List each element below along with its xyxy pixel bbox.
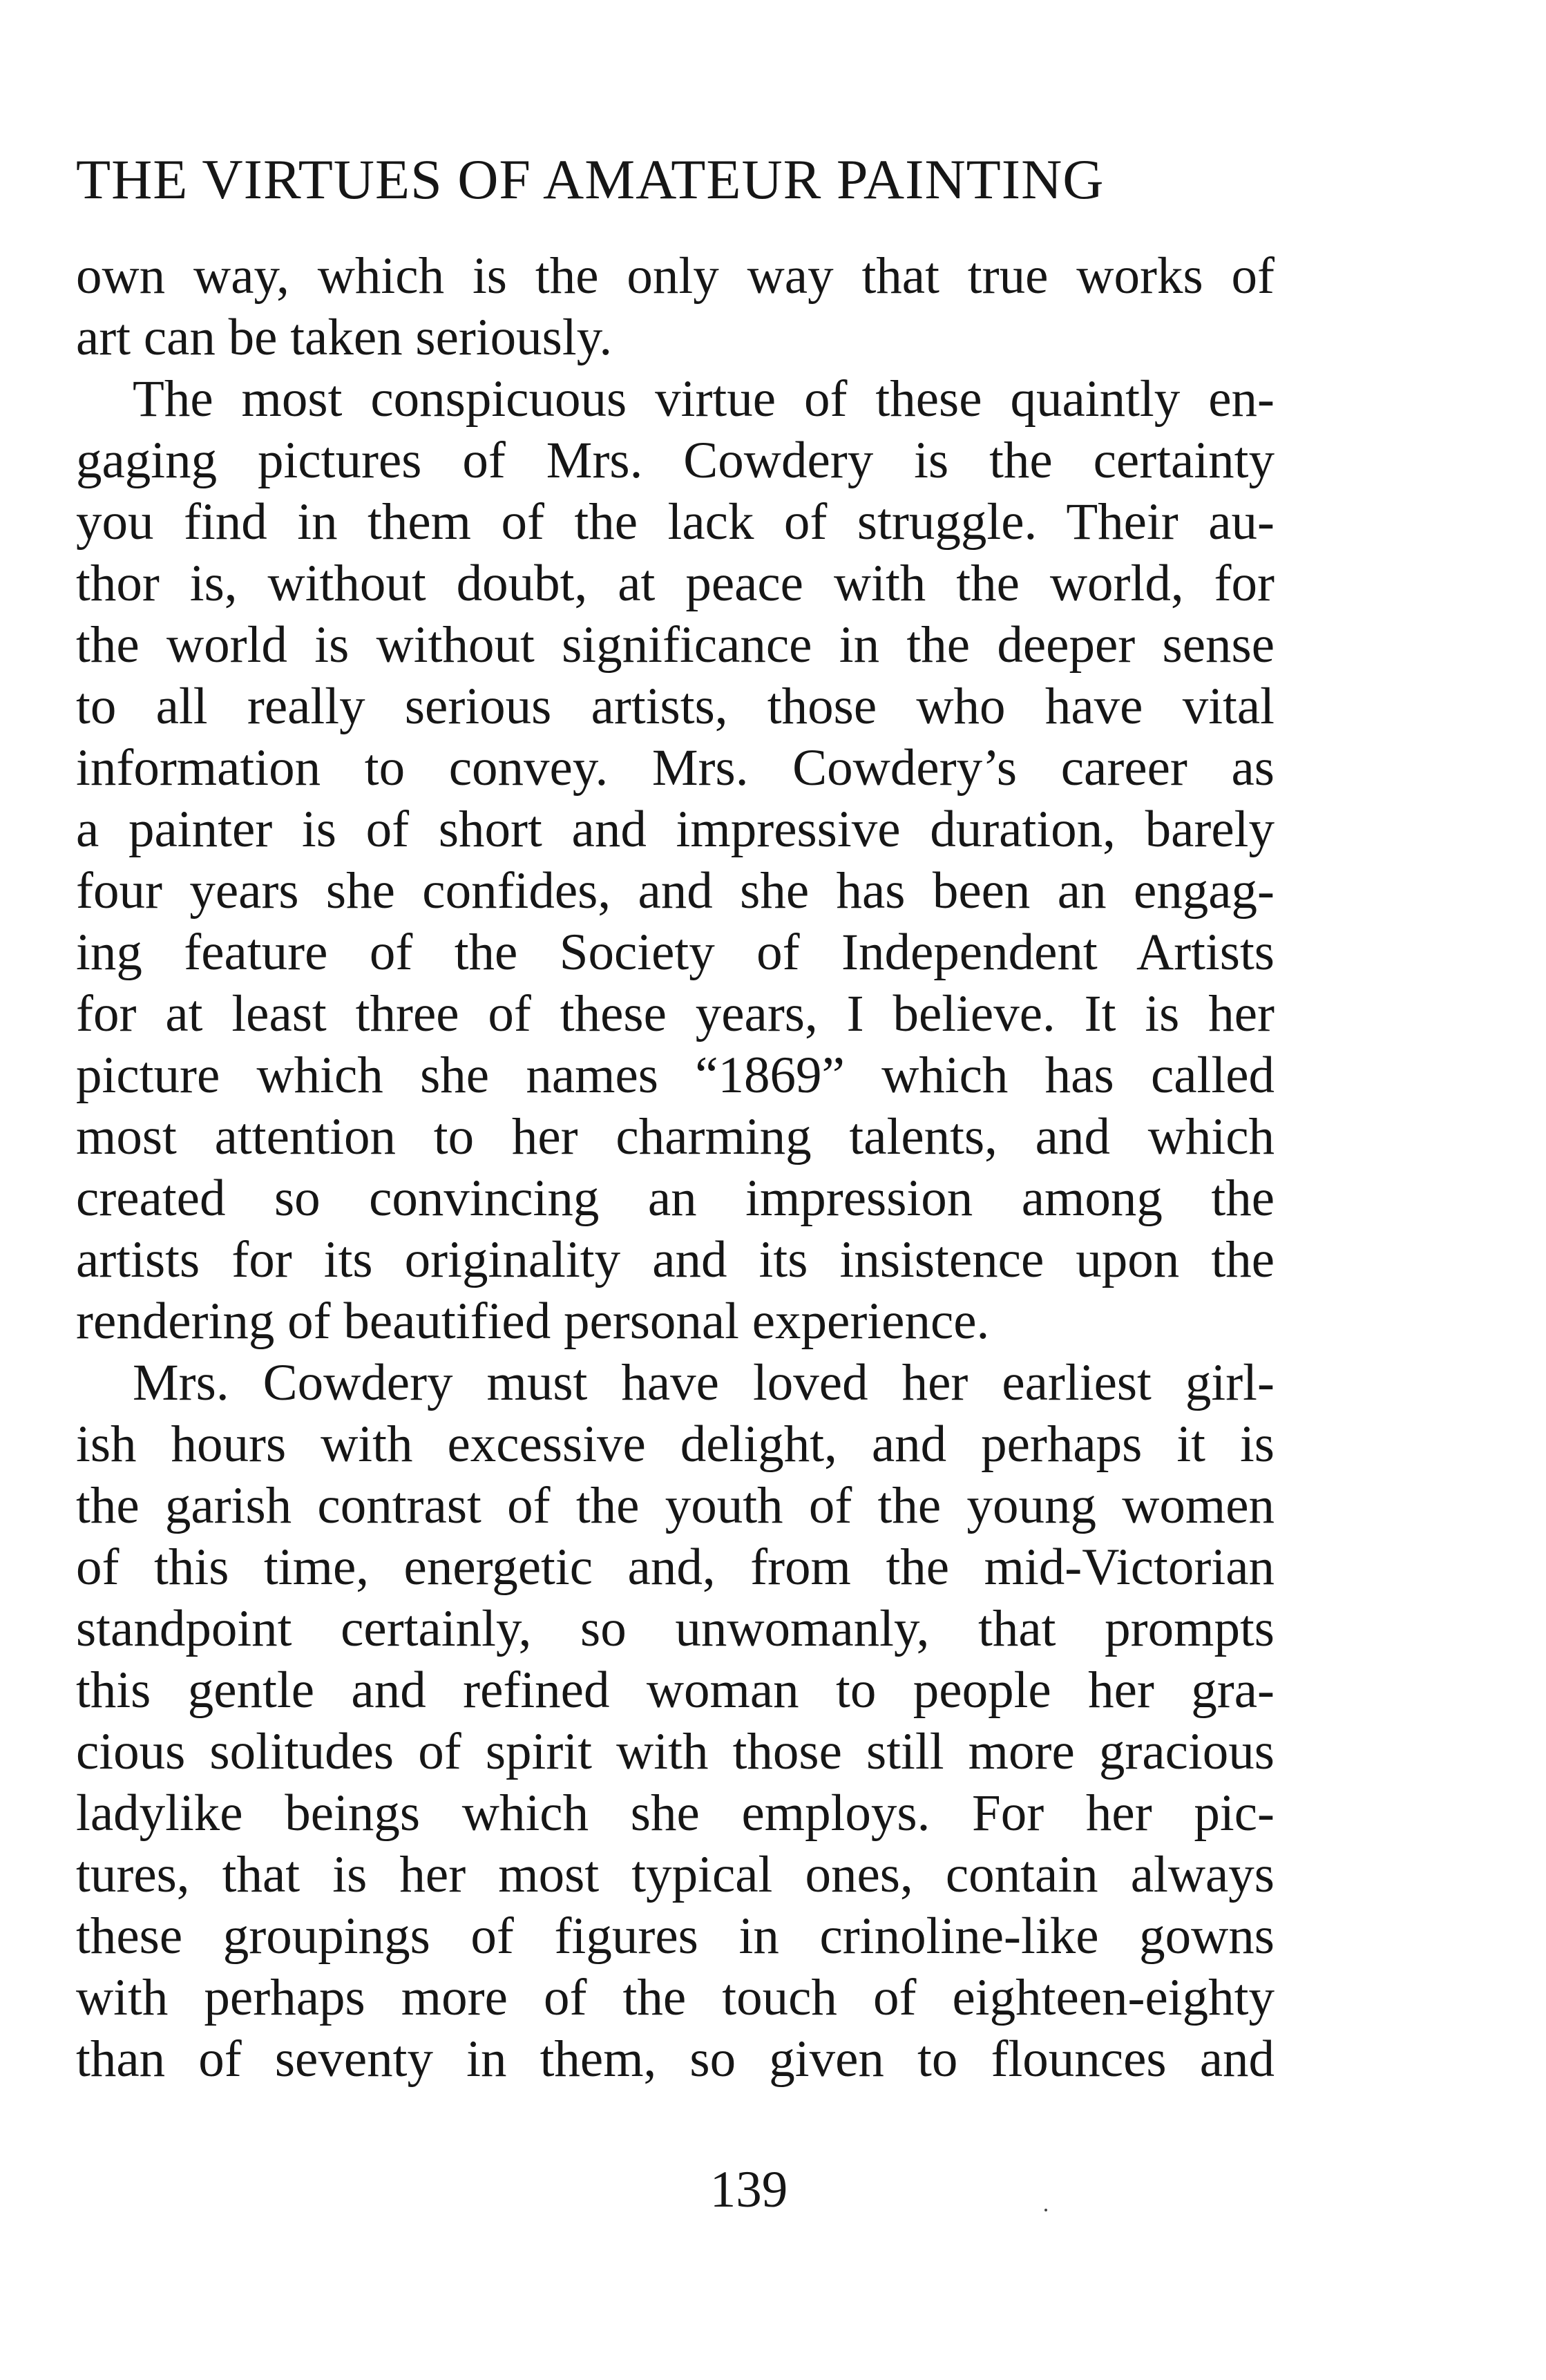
running-head: THE VIRTUES OF AMATEUR PAINTING: [76, 148, 1105, 211]
text-line: ladylike beings which she employs. For her pic-: [76, 1784, 1275, 1842]
text-line: picture which she names “1869” which has called: [76, 1047, 1275, 1104]
text-line: with perhaps more of the touch of eighteen-eighty: [76, 1969, 1275, 2026]
text-line: artists for its originality and its insistence upon the: [76, 1231, 1275, 1288]
text-line: created so convincing an impression among the: [76, 1170, 1275, 1227]
text-line: The most conspicuous virtue of these quaintly en-: [133, 370, 1275, 428]
text-line: than of seventy in them, so given to flounces and: [76, 2030, 1275, 2088]
text-line: thor is, without doubt, at peace with the world, for: [76, 555, 1275, 612]
text-line: you find in them of the lack of struggle. Their au-: [76, 493, 1275, 551]
text-line: ing feature of the Society of Independent Artists: [76, 924, 1275, 981]
text-line: rendering of beautified personal experience.: [76, 1293, 990, 1350]
text-line: tures, that is her most typical ones, contain always: [76, 1846, 1275, 1903]
text-line: to all really serious artists, those who have vital: [76, 678, 1275, 735]
text-line: these groupings of figures in crinoline-like gowns: [76, 1907, 1275, 1965]
text-line: standpoint certainly, so unwomanly, that prompts: [76, 1600, 1275, 1657]
text-line: of this time, energetic and, from the mid-Victorian: [76, 1539, 1275, 1596]
text-line: art can be taken seriously.: [76, 309, 613, 366]
text-line: information to convey. Mrs. Cowdery’s career as: [76, 739, 1275, 797]
text-line: four years she confides, and she has been an engag-: [76, 862, 1275, 920]
text-line: the world is without significance in the deeper sense: [76, 616, 1275, 674]
text-line: for at least three of these years, I believe. It is her: [76, 985, 1275, 1043]
ink-speck: [1044, 2209, 1047, 2211]
body-text: [76, 245, 1275, 2090]
text-line: own way, which is the only way that true works of: [76, 247, 1275, 305]
text-line: the garish contrast of the youth of the young women: [76, 1477, 1275, 1534]
text-line: ish hours with excessive delight, and perhaps it is: [76, 1416, 1275, 1473]
text-line: gaging pictures of Mrs. Cowdery is the certainty: [76, 432, 1275, 489]
text-line: this gentle and refined woman to people her gra-: [76, 1662, 1275, 1719]
page-number: 139: [709, 2161, 788, 2218]
text-line: a painter is of short and impressive duration, barely: [76, 801, 1275, 858]
text-line: Mrs. Cowdery must have loved her earliest girl-: [133, 1354, 1275, 1411]
text-line: most attention to her charming talents, and which: [76, 1108, 1275, 1165]
text-line: cious solitudes of spirit with those still more gracious: [76, 1723, 1275, 1780]
